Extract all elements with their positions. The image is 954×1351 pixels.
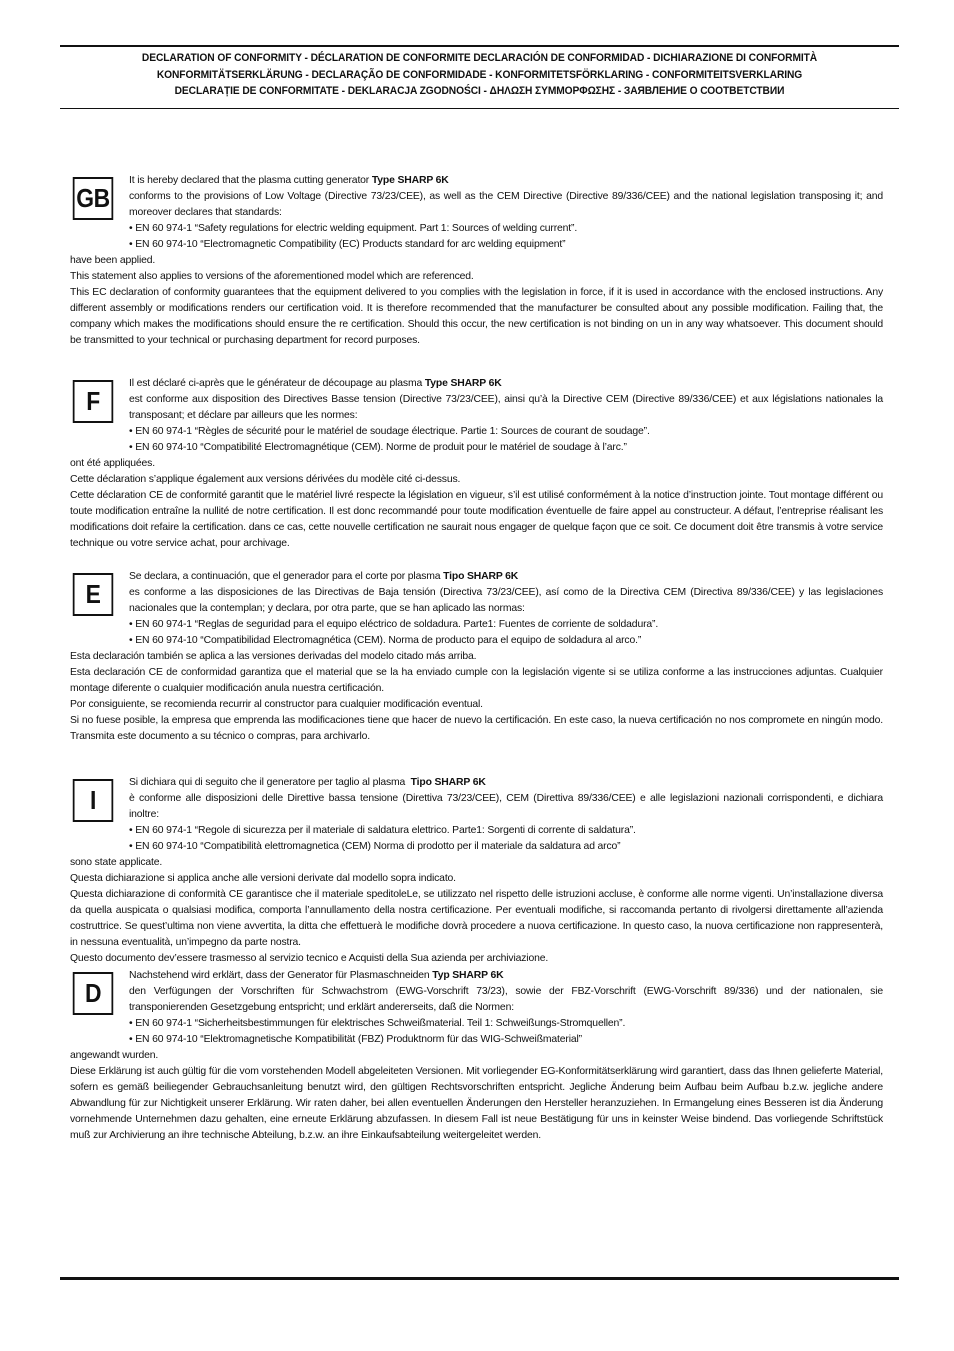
declaration-header [89, 50, 869, 100]
conformity-text: conforms to the provisions of Low Voltage (Directive 73/23/CEE), as well as the CEM Directive (Directive 89/336/CEE) and the national legislation transposing it; and moreover declares that standards: [129, 191, 883, 218]
language-box-gb: GB [73, 177, 113, 220]
intro-text: Si dichiara qui di seguito che il generatore per taglio al plasma [129, 777, 411, 788]
header-line-2: KONFORMITÄTSERKLÄRUNG - DECLARAÇÃO DE CONFORMIDADE - KONFORMITETSFÖRKLARING - CONFORMITEITSVERKLARING [156, 68, 803, 81]
conformity-text: è conforme alle disposizioni delle Direttive bassa tensione (Direttiva 73/23/CEE), CEM (Direttiva 89/336/CEE) e alle legislazioni nazionali corrispondenti, e dichiara inoltre: [129, 793, 883, 820]
intro-line [129, 968, 883, 984]
standard-bullet-2: • EN 60 974-10 “Compatibilité Electromagnétique (CEM). Norme de produit pour le matériel de soudage à l’arc.” [129, 440, 883, 456]
body-text: Diese Erklärung ist auch gültig für die vom vorstehenden Modell abgeleiteten Versionen. Mit vorliegender EG-Konformitätserklärung wird garantiert, dass das Ihnen gelieferte Material, sofern es gemäß beiliegender Gebrauchsanleitung benutzt wird, den gültigen Rechtsvorschriften entspricht. Jegliche Änderung beim Aufbau beim Aufbau b.z.w. jegliche andere Abwandlung für zur Nichtigkeit unserer Erklärung. Wir raten daher, bei allen eventuellen Änderungen den Hersteller heranzuziehen. In Ermangelung eines Besseren ist dia Änderung vornehmende Unternehmen dazu gehalten, eine erneute Erklärung abzufassen. In diesem Fall ist neue Bestätigung für uns in keinster Weise bindend. Das vorliegende Schriftstück muß zur Archivierung an ihre technische Abteilung, b.z.w. an ihre Einkaufsabteilung weitergeleitet werden. [70, 1066, 883, 1141]
standard-bullet-1: • EN 60 974-1 “Safety regulations for electric welding equipment. Part 1: Sources of welding current”. [129, 221, 883, 237]
model-name: Tipo SHARP 6K [443, 571, 519, 582]
intro-line [129, 173, 883, 189]
conformity-text: est conforme aux disposition des Directives Basse tension (Directive 73/23/CEE), ainsi qu’à la Directive CEM (Directive 89/336/CEE) et aux législations nationales la transposant; et déclare par ailleurs que les normes: [129, 394, 883, 421]
intro-line [129, 569, 883, 585]
standard-bullet-1: • EN 60 974-1 “Sicherheitsbestimmungen für elektrisches Schweißmaterial. Teil 1: Schweißungs-Stromquellen”. [129, 1016, 883, 1032]
body-text: This statement also applies to versions of the aforementioned model which are referenced. This EC declaration of conformity guarantees that the equipment delivered to you complies with the legislation in force, if it is used in accordance with the enclosed instructions. Any different assembly or modifications renders our certification void. It is therefore recommended that the manufacturer be consulted about any possible modification. Failing that, the company which makes the modifications should ensure the re certification. Should this occur, the new certification is not binding on un in any way whatsoever. This document should be transmitted to your technical or purchasing department for record purposes. [70, 271, 883, 346]
body-text: Cette déclaration s’applique également aux versions dérivées du modèle cité ci-dessus. Cette déclaration CE de conformité garantit que le matériel livré respecte la législation en vigueur, s’il est utilisé conformément à la notice d’instruction jointe. Tout montage différent ou toute modification entraîne la nullité de notre certification. Il est donc recommandé pour toute modification éventuelle de faire appel au constructeur. A défaut, l’entreprise réalisant les modifications doit refaire la certification. dans ce cas, cette nouvelle certification ne saurait nous engager de quelque façon que ce soit. Ce document doit être transmis à votre service technique ou votre service achat, pour archivage. [70, 474, 883, 549]
body-text: Questa dichiarazione si applica anche alle versioni derivate dal modello sopra indicato. Questa dichiarazione di conformità CE garantisce che il materiale speditoleLe, se utilizzato nel rispetto delle istruzioni accluse, è conforme alle norme vigenti. Un’installazione diversa da quella auspicata o qualsiasi modifica, comporta l’annullamento della nostra certificazione. Per eventuali modifiche, si raccomanda pertanto di rivolgersi direttamente all’azienda costruttrice. Se quest’ultima non viene avvertita, la ditta che effettuerà le modifiche dovrà procedere a nuova certificazione. In questo caso, la nuova certificazione non rappresenterà, in nessuna eventualità, un’impegno da parte nostra. Questo documento dev’essere trasmesso al servizio tecnico e Acquisti della Sua azienda per archiviazione. [70, 873, 883, 964]
standard-bullet-2: • EN 60 974-10 “Compatibilità elettromagnetica (CEM) Norma di prodotto per il materiale da saldatura ad arco” [129, 839, 883, 855]
header-line-1: DECLARATION OF CONFORMITY - DÉCLARATION DE CONFORMITE DECLARACIÓN DE CONFORMIDAD - DICHIARAZIONE DI CONFORMITÀ [141, 52, 818, 64]
language-box-d: D [73, 972, 113, 1015]
standard-bullet-1: • EN 60 974-1 “Reglas de seguridad para el equipo eléctrico de soldadura. Parte1: Fuentes de corriente de soldadura”. [129, 617, 883, 633]
top-rule [60, 45, 899, 47]
model-name: Tipo SHARP 6K [410, 777, 486, 788]
section-f [70, 376, 883, 552]
intro-line [129, 376, 883, 392]
intro-text: Il est déclaré ci-après que le générateur de découpage au plasma [129, 378, 425, 389]
intro-text: It is hereby declared that the plasma cutting generator [129, 175, 372, 186]
standard-bullet-2: • EN 60 974-10 “Elektromagnetische Kompatibilität (FBZ) Produktnorm für das WIG-Schweißmaterial” [129, 1032, 883, 1048]
applied-text: have been applied. [70, 255, 156, 266]
section-e [70, 569, 883, 745]
conformity-text: den Verfügungen der Vorschriften für Schwachstrom (EWG-Vorschrift 73/23), sowie der FBZ-Vorschrift (EWG-Vorschrift 89/336) und der nationalen, sie transponierenden Gesetzgebung entspricht; und erklärt andererseits, daß die Normen: [129, 986, 883, 1013]
header-rule [60, 108, 899, 109]
language-box-f: F [73, 380, 113, 423]
section-i [70, 775, 883, 967]
applied-text: angewandt wurden. [70, 1050, 159, 1061]
standard-bullet-1: • EN 60 974-1 “Regole di sicurezza per il materiale di saldatura elettrico. Parte1: Sorgenti di corrente di saldatura”. [129, 823, 883, 839]
intro-text: Se declara, a continuación, que el generador para el corte por plasma [129, 571, 444, 582]
language-box-i: I [73, 779, 113, 822]
applied-text: sono state applicate. [70, 857, 163, 868]
header-line-3: DECLARAȚIE DE CONFORMITATE - DEKLARACJA ZGODNOŚCI - ΔΗΛΩΣΗ ΣΥΜΜΟΡΦΩΣΗΣ - ЗАЯВЛЕНИЕ О СООТВЕТСТВИИ [174, 85, 785, 97]
model-name: Type SHARP 6K [424, 378, 502, 389]
section-gb [70, 173, 883, 349]
language-box-e: E [73, 573, 113, 616]
standard-bullet-2: • EN 60 974-10 “Electromagnetic Compatibility (EC) Products standard for arc welding equipment” [129, 237, 883, 253]
intro-line [129, 775, 883, 791]
model-name: Type SHARP 6K [371, 175, 449, 186]
model-name: Typ SHARP 6K [432, 970, 504, 981]
body-text: Esta declaración también se aplica a las versiones derivadas del modelo citado más arriba. Esta declaración CE de conformidad garantiza que el material que se la ha enviado cumple con la legislación vigente si se utiliza conforme a las instrucciones adjuntas. Cualquier montage diferente o cualquier modificación anula nuestra certificación. Por consiguiente, se recomienda recurrir al constructor para cualquier modificación eventual. Si no fuese posible, la empresa que emprenda las modificaciones tiene que hacer de nuevo la certificación. En este caso, la nueva certificación no nos compromete en ningún modo. Transmita este documento a su técnico o compras, para archivarlo. [70, 651, 883, 742]
intro-text: Nachstehend wird erklärt, dass der Generator für Plasmaschneiden [129, 970, 433, 981]
standard-bullet-2: • EN 60 974-10 “Compatibilidad Electromagnética (CEM). Norma de producto para el equipo de soldadura al arco.” [129, 633, 883, 649]
section-d [70, 968, 883, 1144]
bottom-rule [60, 1277, 899, 1280]
applied-text: ont été appliquées. [70, 458, 155, 469]
conformity-text: es conforme a las disposiciones de las Directivas de Baja tensión (Directiva 73/23/CEE), así como de la Directiva CEM (Directiva 89/336/CEE) y las legislaciones nacionales que la contemplan; y declara, por otra parte, que se han aplicado las normas: [129, 587, 883, 614]
standard-bullet-1: • EN 60 974-1 “Règles de sécurité pour le matériel de soudage électrique. Partie 1: Sources de courant de soudage”. [129, 424, 883, 440]
